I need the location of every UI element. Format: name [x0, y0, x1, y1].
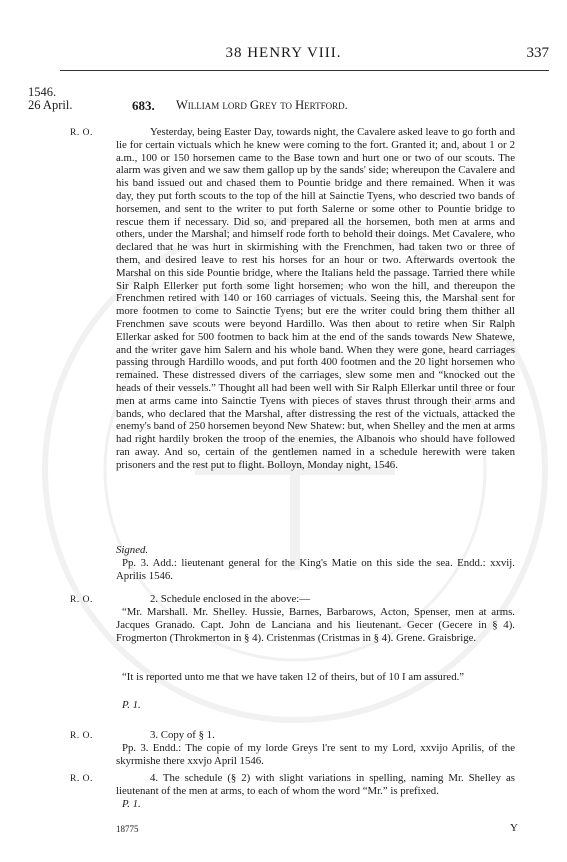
- entry-title: William lord Grey to Hertford.: [176, 98, 348, 112]
- margin-source: R. O.: [70, 774, 93, 784]
- copy-heading: 3. Copy of § 1.: [150, 729, 215, 741]
- margin-source: R. O.: [70, 595, 93, 605]
- endorsement-note: Pp. 3. Add.: lieutenant general for the King's Matie on this side the sea. Endd.: xxvij. Aprilis 1546.: [116, 557, 515, 582]
- entry-number: 683.: [132, 98, 155, 113]
- copy-endorsement: Pp. 3. Endd.: The copie of my lorde Greys l're sent to my Lord, xxvijo Aprilis, of the skyrmishe there xxvjo April 1546.: [116, 742, 515, 767]
- header-rule: [60, 70, 549, 71]
- signed-note: Signed.: [116, 544, 149, 556]
- signature-mark: Y: [510, 822, 518, 834]
- variant-schedule: 4. The schedule (§ 2) with slight variations in spelling, naming Mr. Shelley as lieutenant of the men at arms, to each of whom the word “Mr.” is prefixed.: [116, 772, 515, 797]
- page-count: P. 1.: [122, 798, 141, 810]
- page-number: 337: [526, 45, 549, 61]
- page-count: P. 1.: [122, 699, 141, 711]
- running-title: 38 HENRY VIII.: [225, 45, 342, 61]
- running-header: [0, 45, 567, 65]
- entry-date: 26 April.: [28, 98, 73, 112]
- schedule-names: “Mr. Marshall. Mr. Shelley. Hussie, Barnes, Barbarows, Acton, Spenser, men at arms. Jacques Granado. Capt. John de Lanciana and his lieutenant. Gecer (Gecere in § 4). Frogmerton (Throkmerton in § 4). Cristenmas (Cristmas in § 4). Grene. Graisbrige.: [116, 606, 515, 644]
- entry-year: 1546.: [28, 85, 57, 99]
- printer-code: 18775: [116, 824, 139, 834]
- margin-source: R. O.: [70, 128, 93, 138]
- letter-body: Yesterday, being Easter Day, towards night, the Cavalere asked leave to go forth and lie for certain victuals which he knew were coming to the fort. Granted it; and, about 1 or 2 a.m., 100 or 150 horsemen came to the Base town and hurt one or two of our scouts. The alarm was given and we saw them gallop up by the sands' side; whereupon the Cavalere and his band issued out and chased them to Pountie bridge and there remained. When it was day, they put forth scouts to the top of the hill at Sainctie Tyens, who descried two bands of horsemen, and sent to the writer to put forth Salerne or some other to Pountie bridge to rescue them if necessary. Did so, and prepared all the horsemen, both men at arms and others, under the Marshal; and himself rode forth to behold their doings. Met Cavalere, who declared that he was hurt in skirmishing with the Frenchmen, had taken two or three of them, and desired leave to rest his horses for an hour or two. Afterwards overtook the Marshal on this side Pountie bridge, where the Italians held the passage. Tarried there while Sir Ralph Ellerker put forth some light horsemen; who won the hill, and thereupon the Frenchmen retired with 140 or 160 carriages of victuals. Seeing this, the Marshal sent for more footmen to come to Sainctie Tyens; but ere the writer could bring them thither all Frenchmen save scouts were beyond Hardillo. Was then about to retire when Sir Ralph Ellerkar asked for 500 footmen to back him at the end of the sands towards New Shatewe, and the writer gave him Salern and his whole band. When they were gone, heard carriages passing through Hardillo woods, and put forth 400 footmen and the 20 light horsemen who remained. These distressed divers of the carriages, slew some men and “knocked out the heads of their vessels.” Thought all had been well with Sir Ralph Ellerkar until three or four men at arms came into Sainctie Tyens with pieces of staves thrust through their arms and bands, who declared that the Marshal, after distressing the rest of the victuals, attacked the enemy's band of 250 horsemen beyond New Shatew: but, when Shelley and the men at arms had right hardily broken the troop of the enemies, the Albanois who should have followed ran away. And so, certain of the gentlemen named in a schedule herewith were taken prisoners and the rest put to flight. Bolloyn, Monday night, 1546.: [116, 126, 515, 471]
- schedule-report: “It is reported unto me that we have taken 12 of theirs, but of 10 I am assured.”: [122, 671, 465, 683]
- margin-source: R. O.: [70, 731, 93, 741]
- schedule-heading: 2. Schedule enclosed in the above:—: [150, 593, 311, 605]
